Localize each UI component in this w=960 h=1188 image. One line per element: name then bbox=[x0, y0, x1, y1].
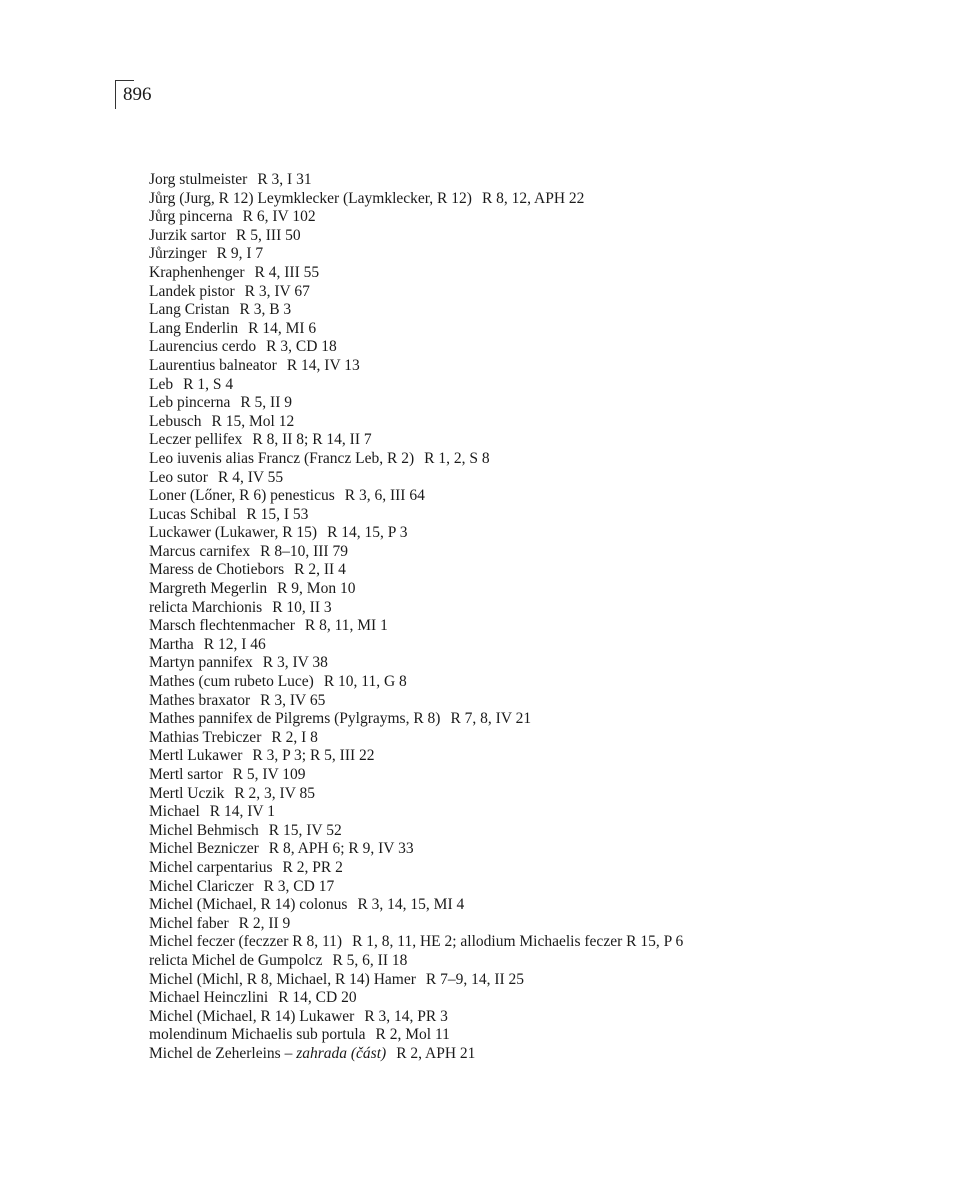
entry-reference: R 15, Mol 12 bbox=[211, 412, 295, 430]
entry-reference: R 3, IV 65 bbox=[260, 691, 326, 709]
entry-reference: R 14, 15, P 3 bbox=[327, 524, 408, 542]
entry-reference: R 9, Mon 10 bbox=[277, 580, 356, 598]
entry-reference: R 4, IV 55 bbox=[217, 468, 284, 486]
page-number: 896 bbox=[123, 84, 152, 105]
entry-reference: R 3, IV 38 bbox=[262, 654, 328, 672]
index-entry bbox=[149, 692, 929, 711]
entry-name: Michel faber bbox=[149, 914, 229, 932]
entry-name: Mertl Lukawer bbox=[149, 747, 243, 765]
entry-reference: R 6, IV 102 bbox=[242, 208, 316, 226]
entry-name: Leo sutor bbox=[149, 468, 208, 486]
entry-reference: R 2, Mol 11 bbox=[375, 1026, 450, 1044]
entry-name: Luckawer (Lukawer, R 15) bbox=[149, 524, 318, 542]
entry-reference: R 15, IV 52 bbox=[268, 821, 342, 839]
index-entry bbox=[149, 673, 929, 692]
entry-name: Laurentius balneator bbox=[149, 356, 277, 374]
index-entry bbox=[149, 878, 929, 897]
entry-name: Jůrg (Jurg, R 12) Leymklecker (Laymklecker, R 12) bbox=[149, 189, 472, 207]
index-entry bbox=[149, 413, 929, 432]
index-entry bbox=[149, 822, 929, 841]
entry-reference: R 7–9, 14, II 25 bbox=[425, 970, 525, 988]
index-entry bbox=[149, 747, 929, 766]
entry-reference: R 3, IV 67 bbox=[244, 282, 310, 300]
entry-name: Michael bbox=[149, 803, 200, 821]
entry-name: Mathias Trebiczer bbox=[149, 728, 262, 746]
entry-name: Jůrg pincerna bbox=[149, 208, 233, 226]
entry-name: Maress de Chotiebors bbox=[149, 561, 285, 579]
entry-reference: R 5, II 9 bbox=[240, 394, 293, 412]
entry-reference: R 2, APH 21 bbox=[396, 1044, 476, 1062]
entry-reference: R 5, III 50 bbox=[236, 226, 301, 244]
entry-name: Margreth Megerlin bbox=[149, 580, 268, 598]
index-entry bbox=[149, 710, 929, 729]
entry-name: Lang Enderlin bbox=[149, 319, 239, 337]
name-index-list bbox=[149, 171, 929, 1064]
entry-reference: R 1, 2, S 8 bbox=[424, 449, 490, 467]
index-entry bbox=[149, 1026, 929, 1045]
index-entry bbox=[149, 729, 929, 748]
index-entry bbox=[149, 915, 929, 934]
entry-name: Marcus carnifex bbox=[149, 542, 251, 560]
index-entry bbox=[149, 524, 929, 543]
entry-reference: R 3, B 3 bbox=[239, 301, 292, 319]
entry-reference: R 5, IV 109 bbox=[232, 766, 306, 783]
entry-name: Leb bbox=[149, 375, 174, 393]
entry-name: Martyn pannifex bbox=[149, 654, 253, 672]
index-entry bbox=[149, 599, 929, 618]
entry-reference: R 3, 14, PR 3 bbox=[364, 1007, 448, 1025]
entry-note: zahrada (část) bbox=[296, 1044, 387, 1062]
entry-reference: R 14, MI 6 bbox=[248, 319, 317, 337]
entry-name: Michael Heinczlini bbox=[149, 989, 269, 1007]
entry-name: Michel feczer (feczzer R 8, 11) bbox=[149, 933, 343, 951]
entry-name: Mathes braxator bbox=[149, 691, 251, 709]
entry-name: Mertl sartor bbox=[149, 766, 223, 783]
entry-reference: R 2, II 9 bbox=[238, 914, 291, 932]
index-entry bbox=[149, 803, 929, 822]
index-entry bbox=[149, 785, 929, 804]
index-entry bbox=[149, 933, 929, 952]
entry-reference: R 12, I 46 bbox=[203, 635, 266, 653]
entry-name: Mathes pannifex de Pilgrems (Pylgrayms, R 8) bbox=[149, 710, 441, 728]
entry-reference: R 8, 11, MI 1 bbox=[304, 617, 388, 635]
index-entry bbox=[149, 357, 929, 376]
entry-reference: R 3, P 3; R 5, III 22 bbox=[252, 747, 375, 765]
index-entry bbox=[149, 431, 929, 450]
index-entry bbox=[149, 580, 929, 599]
index-entry bbox=[149, 840, 929, 859]
entry-reference: R 3, CD 17 bbox=[263, 877, 335, 895]
entry-name: Jorg stulmeister bbox=[149, 171, 248, 188]
entry-name: Leb pincerna bbox=[149, 394, 231, 412]
entry-name: Michel (Michael, R 14) colonus bbox=[149, 896, 348, 914]
entry-name: Lang Cristan bbox=[149, 301, 230, 319]
index-entry bbox=[149, 766, 929, 785]
index-entry bbox=[149, 543, 929, 562]
index-entry bbox=[149, 208, 929, 227]
entry-name: Martha bbox=[149, 635, 194, 653]
entry-name: Loner (Lőner, R 6) penesticus bbox=[149, 487, 335, 505]
index-entry bbox=[149, 394, 929, 413]
entry-name: Laurencius cerdo bbox=[149, 338, 257, 356]
entry-reference: R 2, I 8 bbox=[271, 728, 318, 746]
entry-reference: R 3, 14, 15, MI 4 bbox=[357, 896, 465, 914]
index-entry bbox=[149, 952, 929, 971]
index-entry bbox=[149, 636, 929, 655]
entry-reference: R 1, S 4 bbox=[183, 375, 234, 393]
index-entry bbox=[149, 561, 929, 580]
entry-name: Michel (Michael, R 14) Lukawer bbox=[149, 1007, 355, 1025]
entry-reference: R 7, 8, IV 21 bbox=[450, 710, 532, 728]
entry-name: Mertl Uczik bbox=[149, 784, 225, 802]
entry-reference: R 3, 6, III 64 bbox=[344, 487, 425, 505]
index-entry bbox=[149, 190, 929, 209]
entry-reference: R 2, II 4 bbox=[294, 561, 346, 579]
entry-reference: R 3, I 31 bbox=[257, 171, 312, 188]
entry-reference: R 8–10, III 79 bbox=[260, 542, 348, 560]
index-entry bbox=[149, 1045, 929, 1064]
entry-name: relicta Michel de Gumpolcz bbox=[149, 951, 323, 969]
entry-reference: R 1, 8, 11, HE 2; allodium Michaelis feczer R 15, P 6 bbox=[352, 933, 684, 951]
entry-name: Michel carpentarius bbox=[149, 858, 273, 876]
index-entry bbox=[149, 450, 929, 469]
entry-name: molendinum Michaelis sub portula bbox=[149, 1026, 366, 1044]
page-header bbox=[115, 80, 175, 110]
entry-reference: R 2, PR 2 bbox=[282, 858, 343, 876]
index-entry bbox=[149, 283, 929, 302]
entry-reference: R 8, APH 6; R 9, IV 33 bbox=[268, 840, 414, 858]
entry-name: Michel de Zeherleins – bbox=[149, 1044, 297, 1062]
index-entry bbox=[149, 617, 929, 636]
index-entry bbox=[149, 227, 929, 246]
entry-reference: R 2, 3, IV 85 bbox=[234, 784, 315, 802]
index-entry bbox=[149, 469, 929, 488]
entry-reference: R 10, 11, G 8 bbox=[323, 673, 407, 691]
entry-name: Landek pistor bbox=[149, 282, 235, 300]
index-entry bbox=[149, 989, 929, 1008]
entry-reference: R 14, CD 20 bbox=[278, 989, 357, 1007]
entry-name: Jurzik sartor bbox=[149, 226, 227, 244]
index-entry bbox=[149, 859, 929, 878]
index-entry bbox=[149, 376, 929, 395]
entry-reference: R 14, IV 1 bbox=[209, 803, 275, 821]
entry-name: Mathes (cum rubeto Luce) bbox=[149, 673, 314, 691]
entry-name: Lebusch bbox=[149, 412, 202, 430]
index-entry bbox=[149, 245, 929, 264]
entry-reference: R 4, III 55 bbox=[254, 263, 320, 281]
index-entry bbox=[149, 654, 929, 673]
entry-name: Michel Bezniczer bbox=[149, 840, 259, 858]
entry-name: Kraphenhenger bbox=[149, 263, 245, 281]
entry-reference: R 5, 6, II 18 bbox=[332, 951, 408, 969]
entry-reference: R 8, 12, APH 22 bbox=[481, 189, 585, 207]
entry-name: relicta Marchionis bbox=[149, 598, 263, 616]
entry-reference: R 9, I 7 bbox=[216, 245, 264, 263]
entry-reference: R 14, IV 13 bbox=[286, 356, 360, 374]
entry-name: Lucas Schibal bbox=[149, 505, 237, 523]
entry-name: Leczer pellifex bbox=[149, 431, 243, 449]
index-entry bbox=[149, 971, 929, 990]
index-entry bbox=[149, 896, 929, 915]
index-entry bbox=[149, 338, 929, 357]
entry-name: Jůrzinger bbox=[149, 245, 207, 263]
index-entry bbox=[149, 506, 929, 525]
entry-name: Michel (Michl, R 8, Michael, R 14) Hamer bbox=[149, 970, 416, 988]
entry-reference: R 15, I 53 bbox=[246, 505, 309, 523]
index-entry bbox=[149, 487, 929, 506]
index-entry bbox=[149, 301, 929, 320]
entry-name: Michel Behmisch bbox=[149, 821, 259, 839]
entry-name: Marsch flechtenmacher bbox=[149, 617, 295, 635]
entry-reference: R 8, II 8; R 14, II 7 bbox=[252, 431, 372, 449]
index-entry bbox=[149, 320, 929, 339]
index-entry bbox=[149, 264, 929, 283]
entry-reference: R 3, CD 18 bbox=[266, 338, 337, 356]
entry-reference: R 10, II 3 bbox=[272, 598, 332, 616]
entry-name: Leo iuvenis alias Francz (Francz Leb, R 2) bbox=[149, 449, 415, 467]
index-entry bbox=[149, 171, 929, 190]
index-entry bbox=[149, 1008, 929, 1027]
entry-name: Michel Clariczer bbox=[149, 877, 254, 895]
